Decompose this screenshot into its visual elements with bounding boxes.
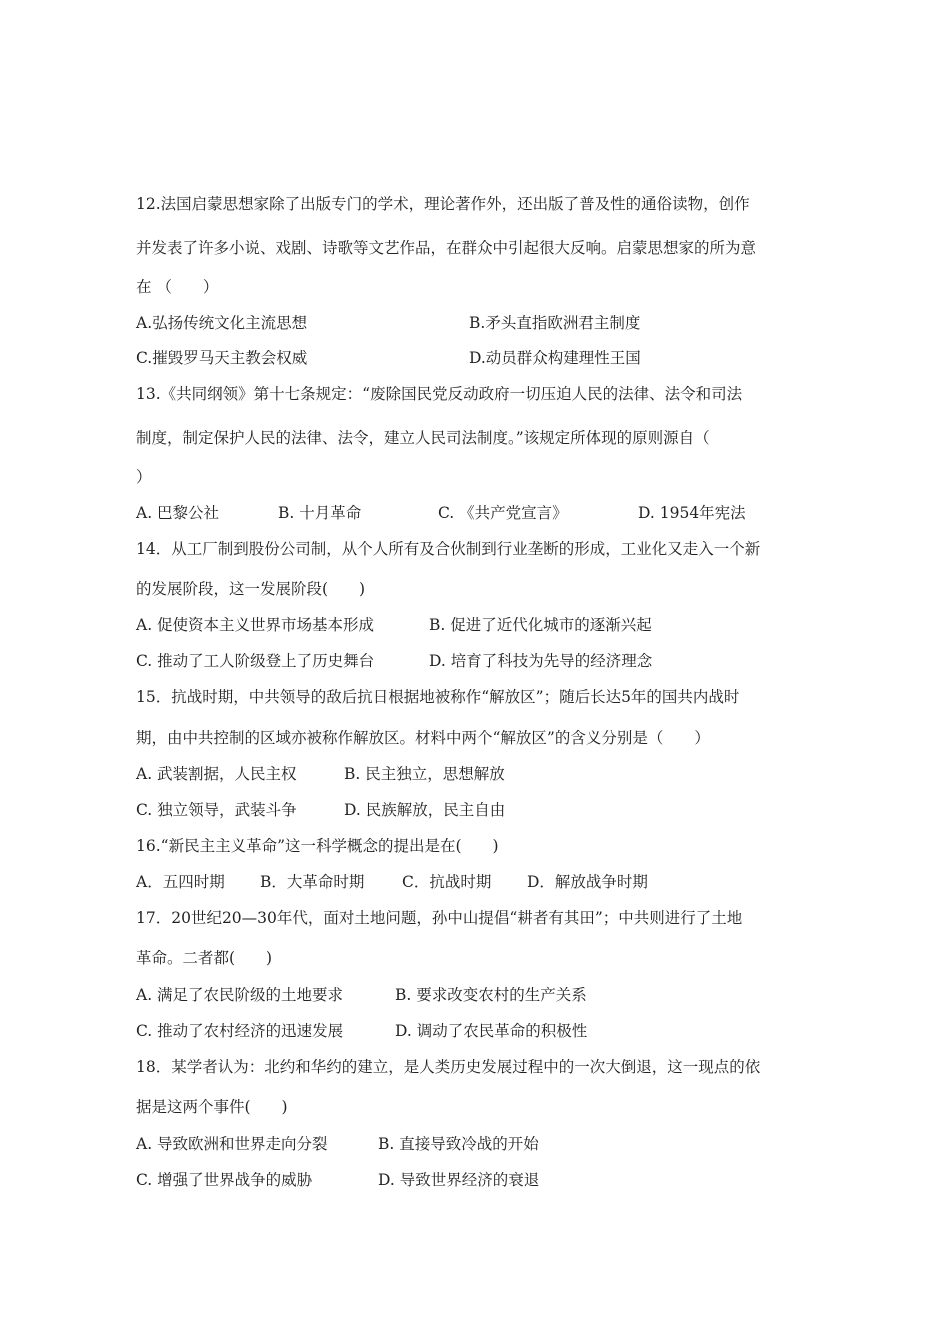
- option-a: A．五四时期: [136, 873, 225, 891]
- option-d: D. 调动了农民革命的积极性: [395, 1022, 588, 1040]
- option-a: A. 武装割据，人民主权: [136, 765, 297, 783]
- option-b: B．大革命时期: [260, 873, 365, 891]
- option-c: C. 增强了世界战争的威胁: [136, 1171, 313, 1189]
- option-c: C．抗战时期: [402, 873, 492, 891]
- option-c: C. 推动了工人阶级登上了历史舞台: [136, 652, 375, 670]
- option-c: C.摧毁罗马天主教会权威: [136, 349, 308, 367]
- question-15-stem-line-2: 期，由中共控制的区域亦被称作解放区。材料中两个“解放区”的含义分别是（ ）: [136, 729, 710, 747]
- question-12-stem-line-3: 在 （ ）: [136, 278, 219, 296]
- option-b: B. 促进了近代化城市的逐渐兴起: [429, 616, 652, 634]
- question-15-stem-line-1: 15．抗战时期，中共领导的敌后抗日根据地被称作“解放区”；随后长达5年的国共内战时: [136, 688, 740, 706]
- option-c: C. 推动了农村经济的迅速发展: [136, 1022, 344, 1040]
- option-b: B.矛头直指欧洲君主制度: [469, 314, 641, 332]
- question-16-stem-line-1: 16.“新民主主义革命”这一科学概念的提出是在( ): [136, 837, 499, 855]
- option-d: D. 导致世界经济的衰退: [378, 1171, 540, 1189]
- option-a: A. 满足了农民阶级的土地要求: [136, 986, 344, 1004]
- question-14-stem-line-2: 的发展阶段，这一发展阶段( ): [136, 580, 366, 598]
- option-b: B. 直接导致冷战的开始: [378, 1135, 539, 1153]
- option-c: C. 《共产党宣言》: [438, 504, 568, 522]
- option-b: B. 十月革命: [278, 504, 362, 522]
- question-12-stem-line-2: 并发表了许多小说、戏剧、诗歌等文艺作品，在群众中引起很大反响。启蒙思想家的所为意: [136, 239, 757, 257]
- option-b: B. 要求改变农村的生产关系: [395, 986, 587, 1004]
- option-a: A. 巴黎公社: [136, 504, 220, 522]
- option-d: D．解放战争时期: [527, 873, 648, 891]
- question-14-stem-line-1: 14．从工厂制到股份公司制，从个人所有及合伙制到行业垄断的形成，工业化又走入一个新: [136, 540, 761, 558]
- option-d: D.动员群众构建理性王国: [469, 349, 641, 367]
- question-17-stem-line-1: 17．20世纪20—30年代，面对土地问题，孙中山提倡“耕者有其田”；中共则进行了土地: [136, 909, 743, 927]
- option-c: C. 独立领导，武装斗争: [136, 801, 297, 819]
- question-13-stem-line-1: 13.《共同纲领》第十七条规定：“废除国民党反动政府一切压迫人民的法律、法令和司法: [136, 385, 743, 403]
- question-18-stem-line-1: 18．某学者认为：北约和华约的建立，是人类历史发展过程中的一次大倒退，这一现点的依: [136, 1058, 761, 1076]
- option-a: A. 促使资本主义世界市场基本形成: [136, 616, 375, 634]
- option-d: D. 培育了科技为先导的经济理念: [429, 652, 653, 670]
- question-13-stem-line-3: ）: [136, 468, 152, 486]
- question-13-stem-line-2: 制度，制定保护人民的法律、法令，建立人民司法制度。”该规定所体现的原则源自（: [136, 429, 710, 447]
- option-b: B. 民主独立，思想解放: [344, 765, 505, 783]
- question-12-stem-line-1: 12.法国启蒙思想家除了出版专门的学术，理论著作外，还出版了普及性的通俗读物，创作: [136, 195, 750, 213]
- question-18-stem-line-2: 据是这两个事件( ): [136, 1098, 288, 1116]
- option-a: A. 导致欧洲和世界走向分裂: [136, 1135, 328, 1153]
- option-d: D. 民族解放，民主自由: [344, 801, 506, 819]
- option-a: A.弘扬传统文化主流思想: [136, 314, 308, 332]
- option-d: D. 1954年宪法: [638, 504, 746, 522]
- question-17-stem-line-2: 革命。二者都( ): [136, 949, 273, 967]
